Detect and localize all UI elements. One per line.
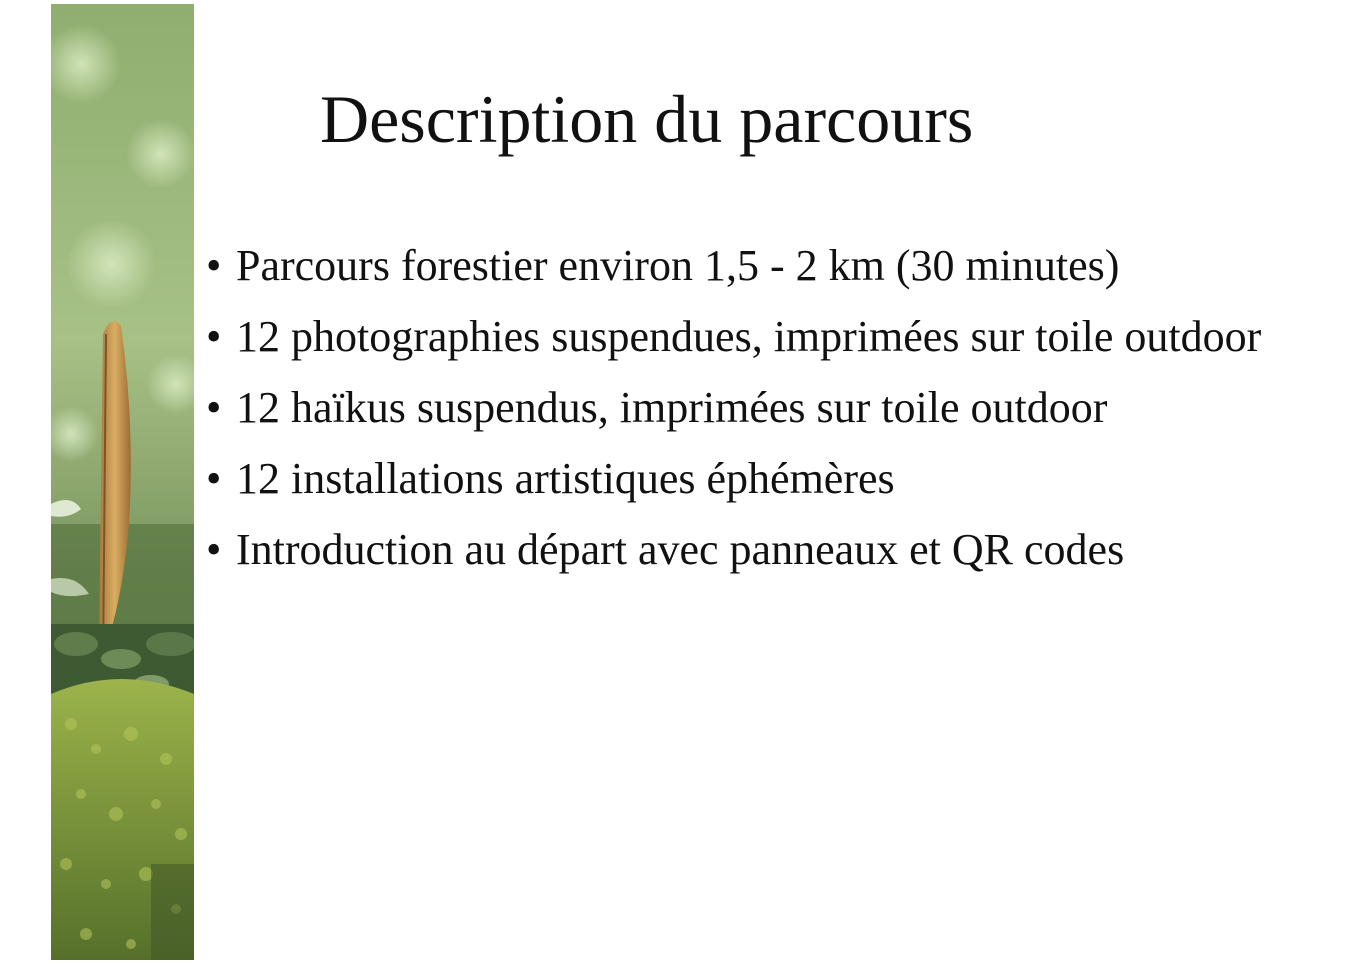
list-item-text: 12 photographies suspendues, imprimées sur toile outdoor — [236, 312, 1262, 361]
bullet-marker: • — [206, 312, 222, 361]
list-item — [206, 520, 1326, 579]
bullet-marker: • — [206, 241, 222, 290]
list-item-text: 12 haïkus suspendus, imprimées sur toile outdoor — [236, 383, 1108, 432]
list-item — [206, 307, 1326, 366]
list-item-text: Parcours forestier environ 1,5 - 2 km (30 minutes) — [236, 241, 1120, 290]
list-item — [206, 378, 1326, 437]
bullet-list — [206, 236, 1326, 591]
list-item — [206, 449, 1326, 508]
list-item-text: Introduction au départ avec panneaux et QR codes — [236, 525, 1125, 574]
list-item-text: 12 installations artistiques éphémères — [236, 454, 895, 503]
forest-photo — [51, 4, 194, 960]
list-item — [206, 236, 1326, 295]
bullet-marker: • — [206, 525, 222, 574]
bullet-marker: • — [206, 383, 222, 432]
bullet-marker: • — [206, 454, 222, 503]
feather-moss-image — [51, 4, 194, 960]
slide-title: Description du parcours — [320, 81, 974, 157]
